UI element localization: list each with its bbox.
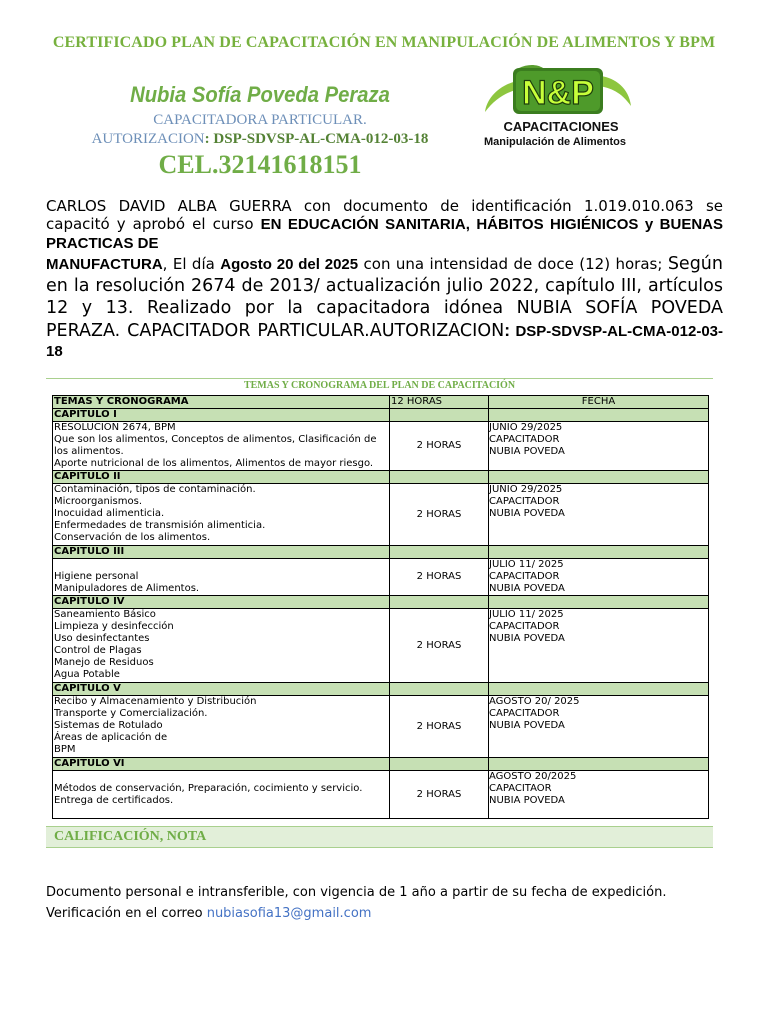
leaf-right bbox=[599, 76, 631, 106]
logo-line1: CAPACITACIONES bbox=[503, 119, 619, 134]
schedule-table bbox=[52, 395, 709, 819]
chapter-title: CAPITULO IV bbox=[53, 596, 390, 609]
certificate-title: CERTIFICADO PLAN DE CAPACITACIÓN EN MANIPULACIÓN DE ALIMENTOS Y BPM bbox=[52, 34, 716, 51]
chapter-cell bbox=[489, 546, 709, 559]
table-row bbox=[53, 484, 709, 546]
chapter-title: CAPITULO V bbox=[53, 683, 390, 696]
authorization-line: AUTORIZACION: DSP-SDVSP-AL-CMA-012-03-18 bbox=[91, 131, 429, 147]
trainer-name: Nubia Sofía Poveda Peraza bbox=[130, 82, 390, 107]
body-auth-code: DSP-SDVSP-AL-CMA-012-03-18 bbox=[46, 323, 724, 360]
table-header-cell: FECHA bbox=[489, 396, 709, 409]
chapter-title: CAPITULO VI bbox=[53, 758, 390, 771]
chapter-cell bbox=[489, 683, 709, 696]
chapter-cell bbox=[390, 596, 489, 609]
authorization-code: DSP-SDVSP-AL-CMA-012-03-18 bbox=[213, 131, 429, 147]
chapter-cell bbox=[390, 409, 489, 422]
divider bbox=[46, 378, 713, 379]
table-header-cell: TEMAS Y CRONOGRAMA bbox=[53, 396, 390, 409]
hours-cell: 2 HORAS bbox=[390, 422, 489, 471]
verification-email-link[interactable]: nubiasofia13@gmail.com bbox=[206, 906, 372, 921]
date-cell: JULIO 11/ 2025 CAPACITADOR NUBIA POVEDA bbox=[489, 609, 709, 683]
topics-cell: Contaminación, tipos de contaminación. Microorganismos. Inocuidad alimenticia. Enfermedades de transmisión alimenticia. Conservación de los alimentos. bbox=[53, 484, 390, 546]
table-row bbox=[53, 696, 709, 758]
body-intensity: con una intensidad de doce (12) horas; bbox=[358, 255, 668, 273]
authorization-label: AUTORIZACION bbox=[91, 131, 205, 147]
company-logo bbox=[483, 62, 633, 154]
body-colon: : bbox=[504, 320, 511, 340]
chapter-row bbox=[53, 409, 709, 422]
topics-cell: Recibo y Almacenamiento y Distribución Transporte y Comercialización. Sistemas de Rotulado Áreas de aplicación de BPM bbox=[53, 696, 390, 758]
table-row bbox=[53, 559, 709, 596]
chapter-cell bbox=[390, 546, 489, 559]
chapter-cell bbox=[489, 758, 709, 771]
date-cell: JULIO 11/ 2025 CAPACITADOR NUBIA POVEDA bbox=[489, 559, 709, 596]
chapter-title: CAPITULO III bbox=[53, 546, 390, 559]
footer-text: Documento personal e intransferible, con vigencia de 1 año a partir de su fecha de expedición. Verificación en el correo bbox=[46, 885, 667, 921]
course-name: EN EDUCACIÓN SANITARIA, HÁBITOS HIGIÉNICOS y BUENAS PRACTICAS DE bbox=[46, 216, 723, 252]
phone-number: CEL.32141618151 bbox=[158, 150, 362, 179]
hours-cell: 2 HORAS bbox=[390, 771, 489, 819]
logo-line2: Manipulación de Alimentos bbox=[484, 136, 626, 148]
date-cell: JUNIO 29/2025 CAPACITADOR NUBIA POVEDA bbox=[489, 422, 709, 471]
topics-cell: RESOLUCION 2674, BPM Que son los alimentos, Conceptos de alimentos, Clasificación de los alimentos. Aporte nutricional de los alimentos, Alimentos de mayor riesgo. bbox=[53, 422, 390, 471]
hours-cell: 2 HORAS bbox=[390, 484, 489, 546]
topics-cell: Métodos de conservación, Preparación, cocimiento y servicio. Entrega de certificados. bbox=[53, 771, 390, 819]
chapter-row bbox=[53, 758, 709, 771]
chapter-row bbox=[53, 683, 709, 696]
chapter-row bbox=[53, 546, 709, 559]
chapter-row bbox=[53, 596, 709, 609]
schedule-caption: TEMAS Y CRONOGRAMA DEL PLAN DE CAPACITACIÓN bbox=[243, 380, 516, 391]
chapter-cell bbox=[489, 471, 709, 484]
table-header-cell: 12 HORAS bbox=[390, 396, 489, 409]
course-date: Agosto 20 del 2025 bbox=[220, 256, 359, 273]
chapter-cell bbox=[489, 596, 709, 609]
hours-cell: 2 HORAS bbox=[390, 609, 489, 683]
chapter-cell bbox=[390, 471, 489, 484]
table-header-row bbox=[53, 396, 709, 409]
chapter-cell bbox=[390, 758, 489, 771]
chapter-cell bbox=[390, 683, 489, 696]
grade-label: CALIFICACIÓN, NOTA bbox=[54, 829, 207, 844]
table-row bbox=[53, 771, 709, 819]
footer-note bbox=[46, 882, 726, 924]
date-cell: AGOSTO 20/ 2025 CAPACITADOR NUBIA POVEDA bbox=[489, 696, 709, 758]
chapter-title: CAPITULO II bbox=[53, 471, 390, 484]
table-row bbox=[53, 422, 709, 471]
hours-cell: 2 HORAS bbox=[390, 559, 489, 596]
topics-cell: Higiene personal Manipuladores de Alimentos. bbox=[53, 559, 390, 596]
topics-cell: Saneamiento Básico Limpieza y desinfección Uso desinfectantes Control de Plagas Manejo de Residuos Agua Potable bbox=[53, 609, 390, 683]
body-intro: CARLOS DAVID ALBA GUERRA con documento de identificación 1.019.010.063 se capacitó y aprobó el curso bbox=[46, 197, 723, 233]
date-cell: AGOSTO 20/2025 CAPACITAOR NUBIA POVEDA bbox=[489, 771, 709, 819]
date-cell: JUNIO 29/2025 CAPACITADOR NUBIA POVEDA bbox=[489, 484, 709, 546]
body-resolution: Según en la resolución 2674 de 2013/ actualización julio 2022, capítulo III, artículos 12 y 13. Realizado por la capacitadora idónea NUBIA SOFÍA POVEDA PERAZA. CAPACITADOR PARTICULAR.AUTORIZACION bbox=[46, 254, 723, 341]
certificate-body bbox=[46, 197, 723, 361]
chapter-title: CAPITULO I bbox=[53, 409, 390, 422]
body-date-intro: , El día bbox=[162, 255, 221, 273]
trainer-role: CAPACITADORA PARTICULAR. bbox=[153, 112, 367, 128]
logo-letters: N&P bbox=[522, 74, 594, 112]
chapter-row bbox=[53, 471, 709, 484]
hours-cell: 2 HORAS bbox=[390, 696, 489, 758]
course-name-end: MANUFACTURA bbox=[46, 256, 163, 273]
grade-bar bbox=[46, 826, 713, 848]
table-row bbox=[53, 609, 709, 683]
chapter-cell bbox=[489, 409, 709, 422]
